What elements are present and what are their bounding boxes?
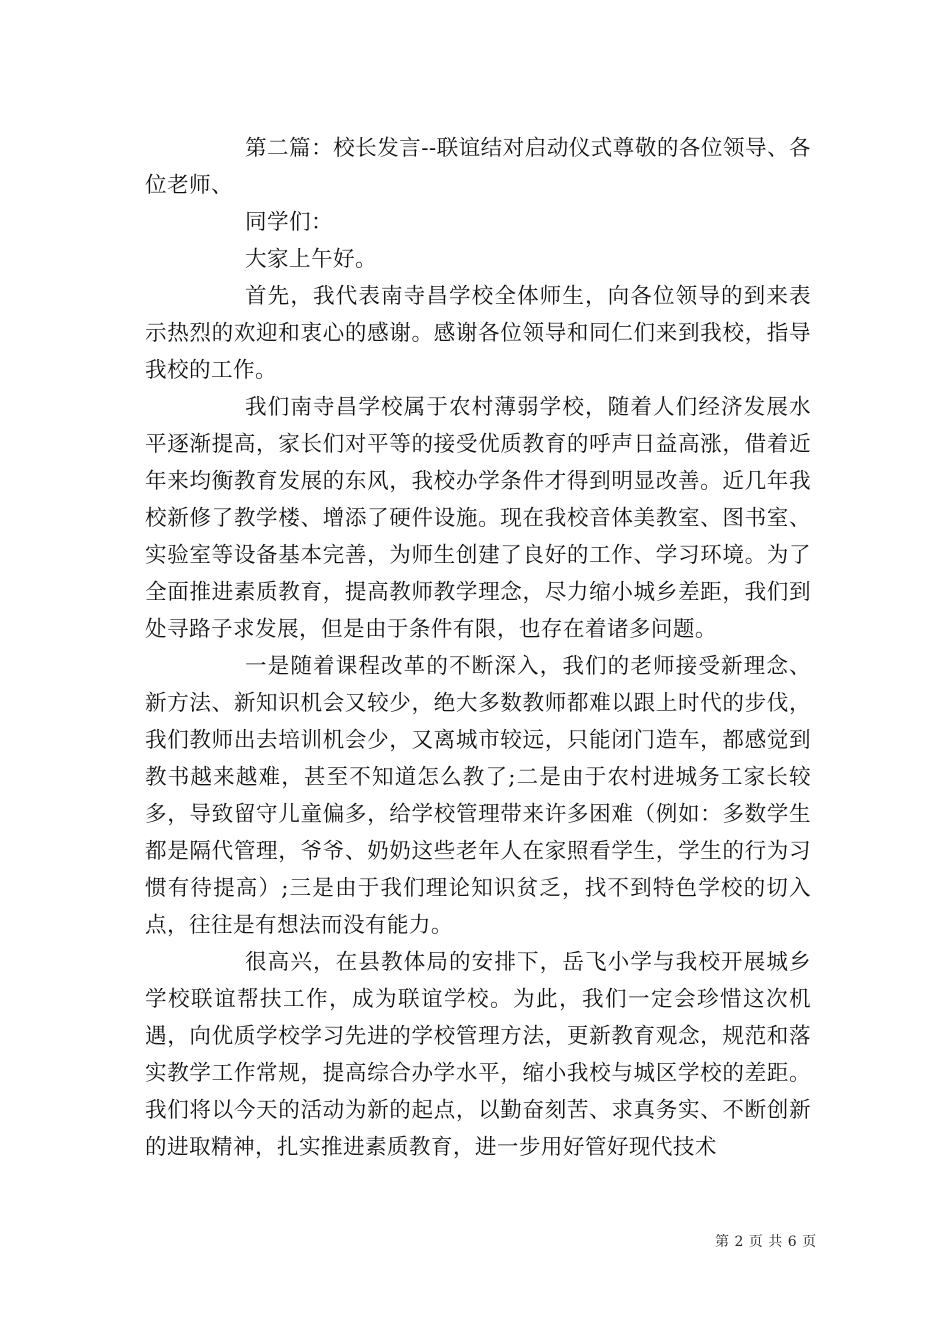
document-body [145,130,811,1166]
paragraph-greeting: 大家上午好。 [245,247,377,272]
page-number-footer: 第 2 页 共 6 页 [715,1234,817,1250]
paragraph-salutation: 同学们： [245,210,333,235]
paragraph-welcome: 首先，我代表南寺昌学校全体师生，向各位领导的到来表示热烈的欢迎和衷心的感谢。感谢各位领导和同仁们来到我校，指导我校的工作。 [145,284,811,383]
paragraph-problems: 一是随着课程改革的不断深入，我们的老师接受新理念、新方法、新知识机会又较少，绝大多数教师都难以跟上时代的步伐，我们教师出去培训机会少，又离城市较远，只能闭门造车，都感觉到教书越来越难，甚至不知道怎么教了;二是由于农村进城务工家长较多，导致留守儿童偏多，给学校管理带来许多困难（例如：多数学生都是隔代管理，爷爷、奶奶这些老年人在家照看学生，学生的行为习惯有待提高）;三是由于我们理论知识贫乏，找不到特色学校的切入点，往往是有想法而没有能力。 [145,654,811,938]
paragraph-title: 第二篇：校长发言--联谊结对启动仪式尊敬的各位领导、各位老师、 [145,136,811,198]
paragraph-partnership: 很高兴，在县教体局的安排下，岳飞小学与我校开展城乡学校联谊帮扶工作，成为联谊学校。为此，我们一定会珍惜这次机遇，向优质学校学习先进的学校管理方法，更新教育观念，规范和落实教学工作常规，提高综合办学水平，缩小我校与城区学校的差距。我们将以今天的活动为新的起点，以勤奋刻苦、求真务实、不断创新的进取精神，扎实推进素质教育，进一步用好管好现代技术 [145,950,811,1160]
paragraph-school-overview: 我们南寺昌学校属于农村薄弱学校，随着人们经济发展水平逐渐提高，家长们对平等的接受优质教育的呼声日益高涨，借着近年来均衡教育发展的东风，我校办学条件才得到明显改善。近几年我校新修了教学楼、增添了硬件设施。现在我校音体美教室、图书室、实验室等设备基本完善，为师生创建了良好的工作、学习环境。为了全面推进素质教育，提高教师教学理念，尽力缩小城乡差距，我们到处寻路子求发展，但是由于条件有限，也存在着诸多问题。 [145,395,811,642]
